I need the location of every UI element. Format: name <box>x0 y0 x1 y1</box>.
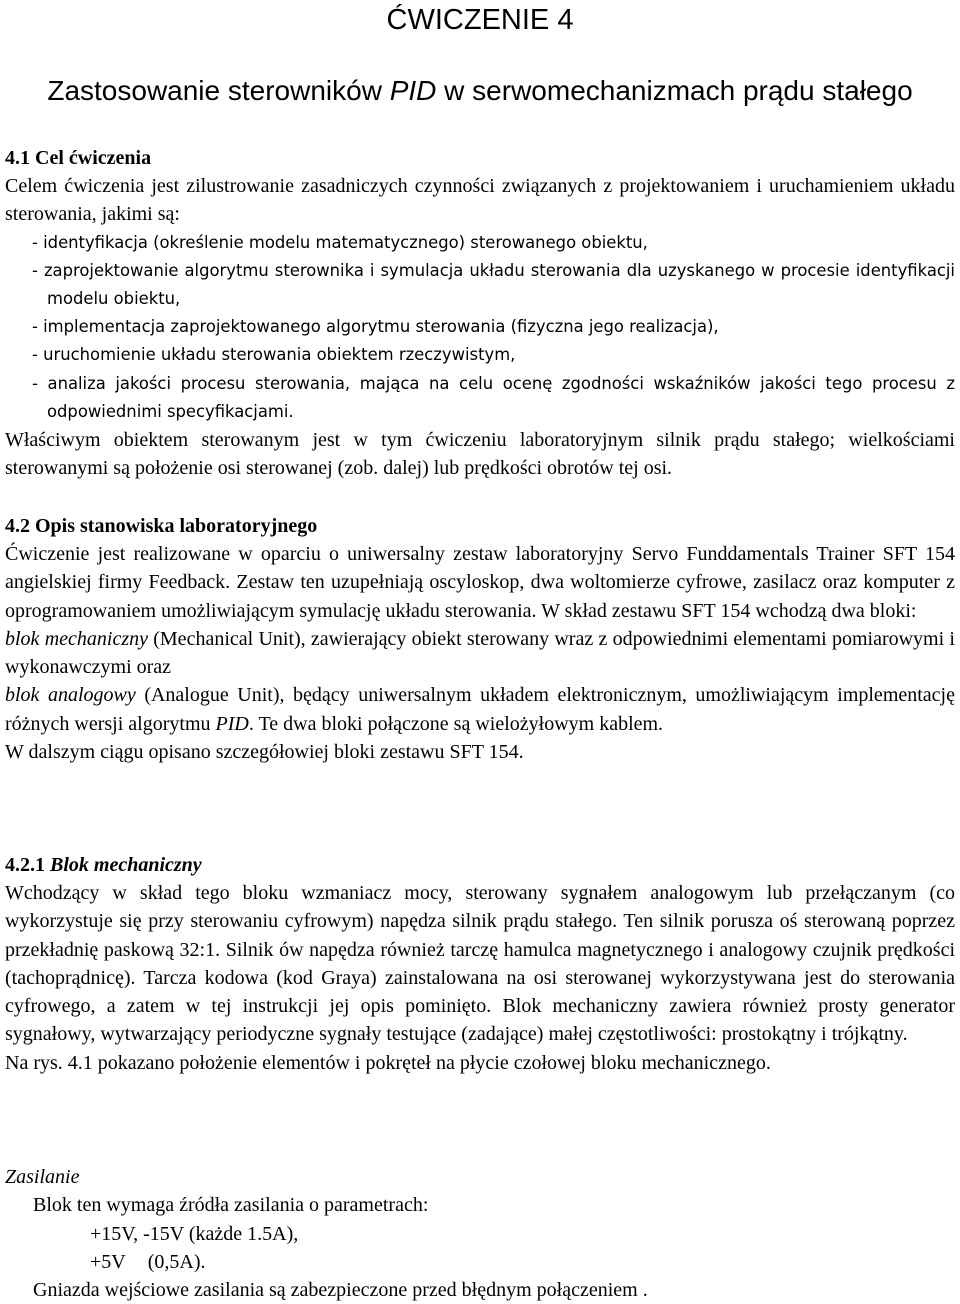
section-4-2-1-heading <box>5 852 955 879</box>
list-item: - analiza jakości procesu sterowania, mająca na celu ocenę zgodności wskaźników jakości tego procesu z odpowiednimi specyfikacjami. <box>32 373 955 421</box>
zasilanie-line-2-voltage: +5V <box>90 1250 126 1273</box>
subtitle-post: w serwomechanizmach prądu stałego <box>436 75 913 106</box>
section-4-1-closing: Właściwym obiektem sterowanym jest w tym ćwiczeniu laboratoryjnym silnik prądu stałego; wielkościami sterowanymi są położenie osi sterowanej (zob. dalej) lub prędkości obrotów tej osi. <box>5 429 955 480</box>
subtitle-pre: Zastosowanie sterowników <box>47 75 390 106</box>
section-4-1-intro: Celem ćwiczenia jest zilustrowanie zasadniczych czynności związanych z projektowaniem i uruchamieniem układu sterowania, jakimi są: <box>5 175 955 226</box>
section-4-2-final: W dalszym ciągu opisano szczegółowiej bloki zestawu SFT 154. <box>5 741 524 764</box>
blok-mechaniczny-label: blok mechaniczny <box>5 627 148 650</box>
zasilanie-line-2 <box>5 1248 955 1276</box>
blok-analogowy-text-post: . Te dwa bloki połączone są wielożyłowym kablem. <box>248 712 664 735</box>
zasilanie-section <box>5 1163 955 1304</box>
chapter-title: ĆWICZENIE 4 <box>386 4 574 36</box>
zasilanie-final: Gniazda wejściowe zasilania są zabezpieczone przed błędnym połączeniem . <box>33 1279 648 1302</box>
zasilanie-intro: Blok ten wymaga źródła zasilania o parametrach: <box>33 1194 429 1217</box>
section-4-2-1-figure-ref: Na rys. 4.1 pokazano położenie elementów i pokręteł na płycie czołowej bloku mechanicznego. <box>5 1051 771 1074</box>
subtitle-pid: PID <box>389 75 437 106</box>
section-4-1 <box>5 145 955 483</box>
blok-mechaniczny-paragraph <box>5 625 955 682</box>
section-4-1-heading: 4.1 Cel ćwiczenia <box>5 147 152 169</box>
section-4-2-1-number: 4.2.1 <box>5 854 45 876</box>
list-item: - uruchomienie układu sterowania obiektem rzeczywistym, <box>32 345 516 365</box>
section-4-2-1-title: Blok mechaniczny <box>45 854 202 876</box>
chapter-subtitle <box>0 73 960 109</box>
section-4-2 <box>5 513 955 766</box>
section-4-2-1 <box>5 852 955 1077</box>
blok-analogowy-pid: PID <box>215 712 249 735</box>
zasilanie-line-1: +15V, -15V (każde 1.5A), <box>90 1222 299 1245</box>
list-item: - implementacja zaprojektowanego algorytmu sterowania (fizyczna jego realizacja), <box>32 317 719 337</box>
zasilanie-heading: Zasilanie <box>5 1166 80 1188</box>
blok-analogowy-text: (Analogue Unit), będący uniwersalnym układem elektronicznym, umożliwiającym implementację różnych wersji algorytmu <box>5 684 955 735</box>
section-4-2-1-paragraph: Wchodzący w skład tego bloku wzmaniacz mocy, sterowany sygnałem analogowym lub przełączanym (co wykorzystuje się przy sterowaniu cyfrowym) napędza silnik prądu stałego. Ten silnik porusza oś sterowaną poprzez przekładnię paskową 32:1. Silnik ów napędza również tarczę hamulca magnetycznego i analogowy czujnik prędkości (tachoprądnicę). Tarcza kodowa (kod Graya) zainstalowana na osi sterowanej wykorzystywana jest do sterowania cyfrowego, a zatem w tej instrukcji jej opis pominięto. Blok mechaniczny zawiera również prosty generator sygnałowy, wytwarzający periodyczne sygnały testujące (zadające) małej częstotliwości: prostokątny i trójkątny. <box>5 882 955 1046</box>
blok-analogowy-label: blok analogowy <box>5 684 136 707</box>
blok-mechaniczny-text: (Mechanical Unit), zawierający obiekt sterowany wraz z odpowiednimi elementami pomiarowymi i wykonawczymi oraz <box>5 627 955 679</box>
zasilanie-line-2-current: (0,5A). <box>147 1250 206 1273</box>
section-4-2-heading: 4.2 Opis stanowiska laboratoryjnego <box>5 515 318 537</box>
list-item: - zaprojektowanie algorytmu sterownika i symulacja układu sterowania dla uzyskanego w procesie identyfikacji modelu obiektu, <box>32 260 955 308</box>
section-4-2-paragraph: Ćwiczenie jest realizowane w oparciu o uniwersalny zestaw laboratoryjny Servo Funddamentals Trainer SFT 154 angielskiej firmy Feedback. Zestaw ten uzupełniają oscyloskop, dwa woltomierze cyfrowe, zasilacz oraz komputer z oprogramowaniem umożliwiającym symulację układu sterowania. W skład zestawu SFT 154 wchodzą dwa bloki: <box>5 543 955 622</box>
blok-analogowy-paragraph <box>5 681 955 738</box>
list-item: - identyfikacja (określenie modelu matematycznego) sterowanego obiektu, <box>32 232 648 252</box>
